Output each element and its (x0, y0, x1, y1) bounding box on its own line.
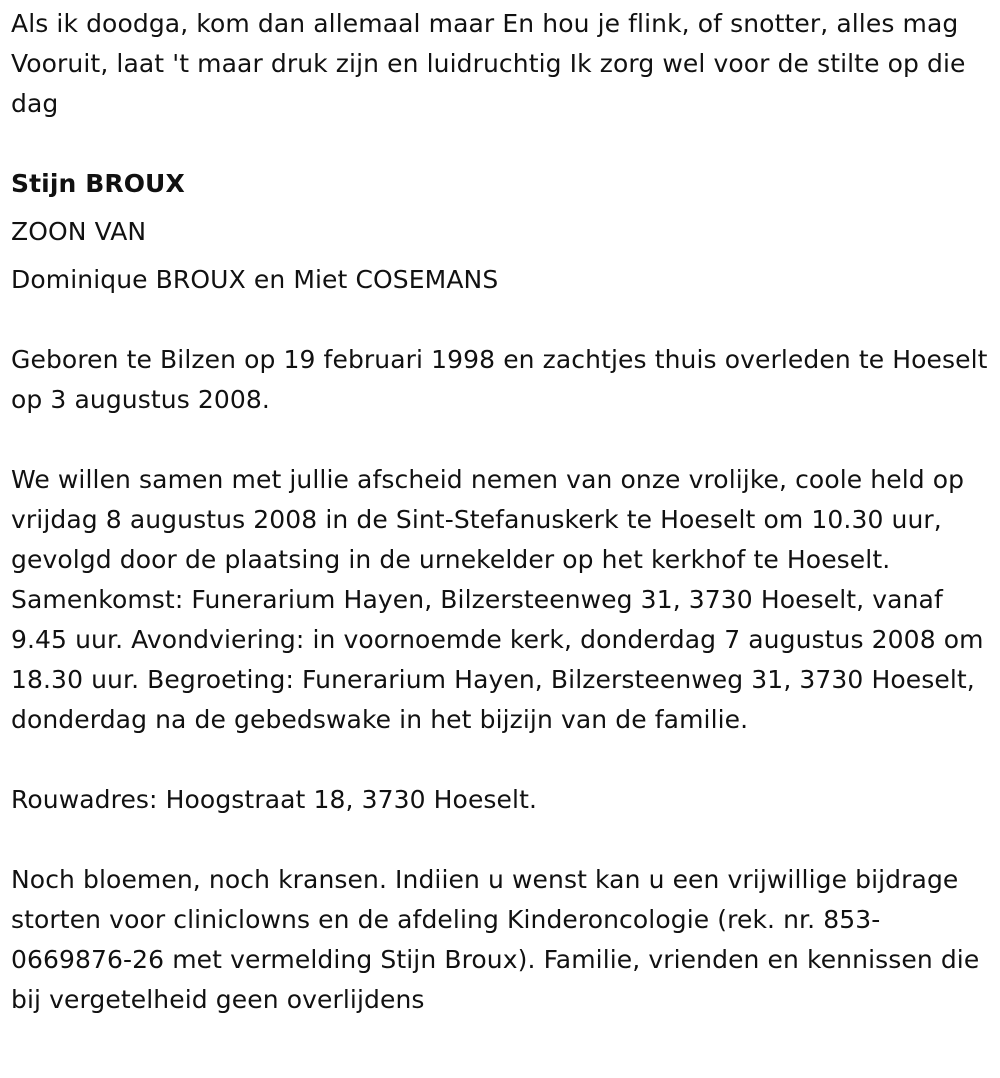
mourning-address: Rouwadres: Hoogstraat 18, 3730 Hoeselt. (11, 785, 538, 814)
closing-paragraph: Noch bloemen, noch kransen. Indiien u wenst kan u een vrijwillige bijdrage storten voor cliniclowns en de afdeling Kinderoncologie (rek. nr. 853-0669876-26 met vermelding Stijn Broux). Familie, vrienden en kennissen die bij vergetelheid geen overlijdens (11, 865, 980, 1014)
obituary-document (11, 4, 993, 1020)
birth-death-paragraph: Geboren te Bilzen op 19 februari 1998 en zachtjes thuis overleden te Hoeselt op 3 augustus 2008. (11, 345, 988, 414)
parents-names: Dominique BROUX en Miet COSEMANS (11, 265, 499, 294)
ceremony-paragraph: We willen samen met jullie afscheid nemen van onze vrolijke, coole held op vrijdag 8 augustus 2008 in de Sint-Stefanuskerk te Hoeselt om 10.30 uur, gevolgd door de plaatsing in de urnekelder op het kerkhof te Hoeselt. Samenkomst: Funerarium Hayen, Bilzersteenweg 31, 3730 Hoeselt, vanaf 9.45 uur. Avondviering: in voornoemde kerk, donderdag 7 augustus 2008 om 18.30 uur. Begroeting: Funerarium Hayen, Bilzersteenweg 31, 3730 Hoeselt, donderdag na de gebedswake in het bijzijn van de familie. (11, 465, 984, 734)
poem-paragraph: Als ik doodga, kom dan allemaal maar En hou je flink, of snotter, alles mag Vooruit, laat 't maar druk zijn en luidruchtig Ik zorg wel voor de stilte op die dag (11, 9, 966, 118)
relation-label: ZOON VAN (11, 217, 147, 246)
deceased-name: Stijn BROUX (11, 169, 185, 198)
